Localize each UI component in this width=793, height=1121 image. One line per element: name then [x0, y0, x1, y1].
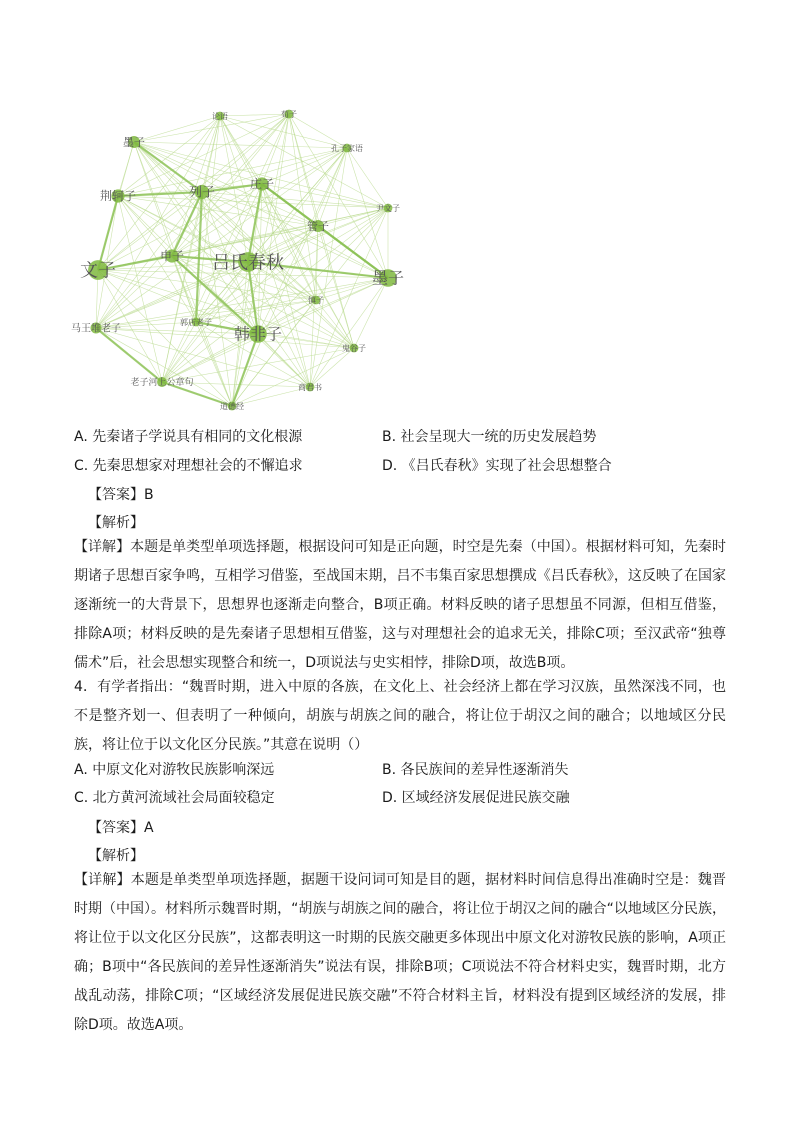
network-edge: [96, 328, 354, 348]
network-edge: [118, 116, 220, 196]
network-node-label: 申子: [159, 249, 185, 264]
network-node-label: 商君书: [298, 382, 322, 392]
network-node-label: 荀子: [281, 109, 297, 119]
network-edge: [289, 114, 318, 226]
network-node-label: 马王堆老子: [71, 323, 121, 335]
q3-option-c[interactable]: C. 先秦思想家对理想社会的不懈追求: [74, 458, 303, 474]
network-edge: [262, 114, 289, 184]
q3-analysis-heading: 【解析】: [88, 515, 144, 531]
network-node-label: 郭店老子: [180, 317, 212, 327]
network-node-label: 管子: [307, 219, 329, 233]
q4-option-b[interactable]: B. 各民族间的差异性逐渐消失: [382, 762, 569, 778]
network-node-label: 慎子: [308, 295, 324, 305]
network-edge: [310, 348, 354, 387]
network-edge: [134, 142, 262, 184]
network-edge-strong: [98, 196, 118, 270]
network-node-label: 尹文子: [376, 203, 400, 213]
network-edge: [172, 184, 262, 256]
network-edge: [316, 300, 354, 348]
network-edge: [289, 114, 388, 278]
network-edge: [318, 148, 347, 226]
q4-analysis-heading: 【解析】: [88, 848, 144, 864]
network-node-label: 墨子: [371, 268, 405, 288]
q4-stem: 4．有学者指出：“魏晋时期，进入中原的各族，在文化上、社会经济上都在学习汉族，虽然深浅不同，也不是整齐划一、但表明了一种倾向，胡族与胡族之间的融合，将让位于胡汉之间的融合；以地域区分民族，将让位于以文化区分民族。”其意在说明（）: [74, 679, 726, 753]
q4-detail: 【详解】本题是单类型单项选择题，据题干设问词可知是目的题，据材料时间信息得出准确时空是：魏晋时期（中国）。材料所示魏晋时期，“胡族与胡族之间的融合，将让位于胡汉之间的融合“以地域区分民族，将让位于以文化区分民族”，这都表明这一时期的民族交融更多体现出中原文化对游牧民族的影响，A项正确；B项中“各民族间的差异性逐渐消失”说法有误，排除B项；C项说法不符合材料史实，魏晋时期，北方战乱动荡，排除C项；“区域经济发展促进民族交融”不符合材料主旨，材料没有提到区域经济的发展，排除D项。故选A项。: [74, 872, 726, 1033]
network-node-label: 论语: [212, 111, 228, 121]
network-node-label: 吕氏春秋: [212, 252, 284, 274]
network-edge: [354, 278, 388, 348]
network-edge: [134, 142, 232, 406]
network-node-label: 列子: [188, 185, 216, 201]
network-node-label: 荆轲子: [99, 189, 137, 204]
q3-detail: 【详解】本题是单类型单项选择题，根据设问可知是正向题，时空是先秦（中国）。根据材料可知，先秦时期诸子思想百家争鸣，互相学习借鉴，至战国末期，吕不韦集百家思想撰成《吕氏春秋》，这反映了在国家逐渐统一的大背景下，思想界也逐渐走向整合，B项正确。材料反映的诸子思想虽不同源，但相互借鉴，排除A项；材料反映的是先秦诸子思想相互借鉴，这与对理想社会的追求无关，排除C项；至汉武帝“独尊儒术”后，社会思想实现整合和统一，D项说法与史实相悖，排除D项，故选B项。: [74, 539, 726, 671]
network-edge: [262, 184, 388, 208]
network-node-label: 道德经: [220, 401, 244, 411]
q4-option-a[interactable]: A. 中原文化对游牧民族影响深远: [74, 762, 275, 778]
network-edge: [118, 196, 162, 382]
network-edge: [134, 142, 347, 148]
network-edge: [220, 116, 388, 208]
network-node-label: 老子河上公章句: [130, 378, 194, 389]
network-figure: [71, 100, 412, 418]
network-node-label: 韩非子: [233, 324, 283, 344]
network-edge-strong: [134, 142, 202, 192]
network-node-label: 孔子家语: [331, 143, 363, 153]
q3-answer: 【答案】B: [88, 487, 154, 503]
q3-option-b[interactable]: B. 社会呈现大一统的历史发展趋势: [382, 429, 597, 445]
q3-option-a[interactable]: A. 先秦诸子学说具有相同的文化根源: [74, 429, 303, 445]
network-edge-strong: [96, 328, 162, 382]
network-edge: [310, 278, 388, 387]
network-node-label: 庄子: [249, 177, 275, 192]
network-graph: [71, 100, 412, 418]
network-edge: [159, 208, 388, 382]
q3-option-d[interactable]: D. 《吕氏春秋》实现了社会思想整合: [382, 458, 612, 474]
network-node-label: 鬼谷子: [342, 343, 366, 353]
q4-option-c[interactable]: C. 北方黄河流域社会局面较稳定: [74, 790, 275, 806]
network-edge: [96, 328, 232, 406]
network-node-label: 文子: [80, 260, 116, 282]
q4-option-d[interactable]: D. 区域经济发展促进民族交融: [382, 790, 570, 806]
network-edge: [202, 148, 347, 192]
q4-answer: 【答案】A: [88, 820, 154, 836]
network-node-label: 墨子: [123, 135, 145, 149]
